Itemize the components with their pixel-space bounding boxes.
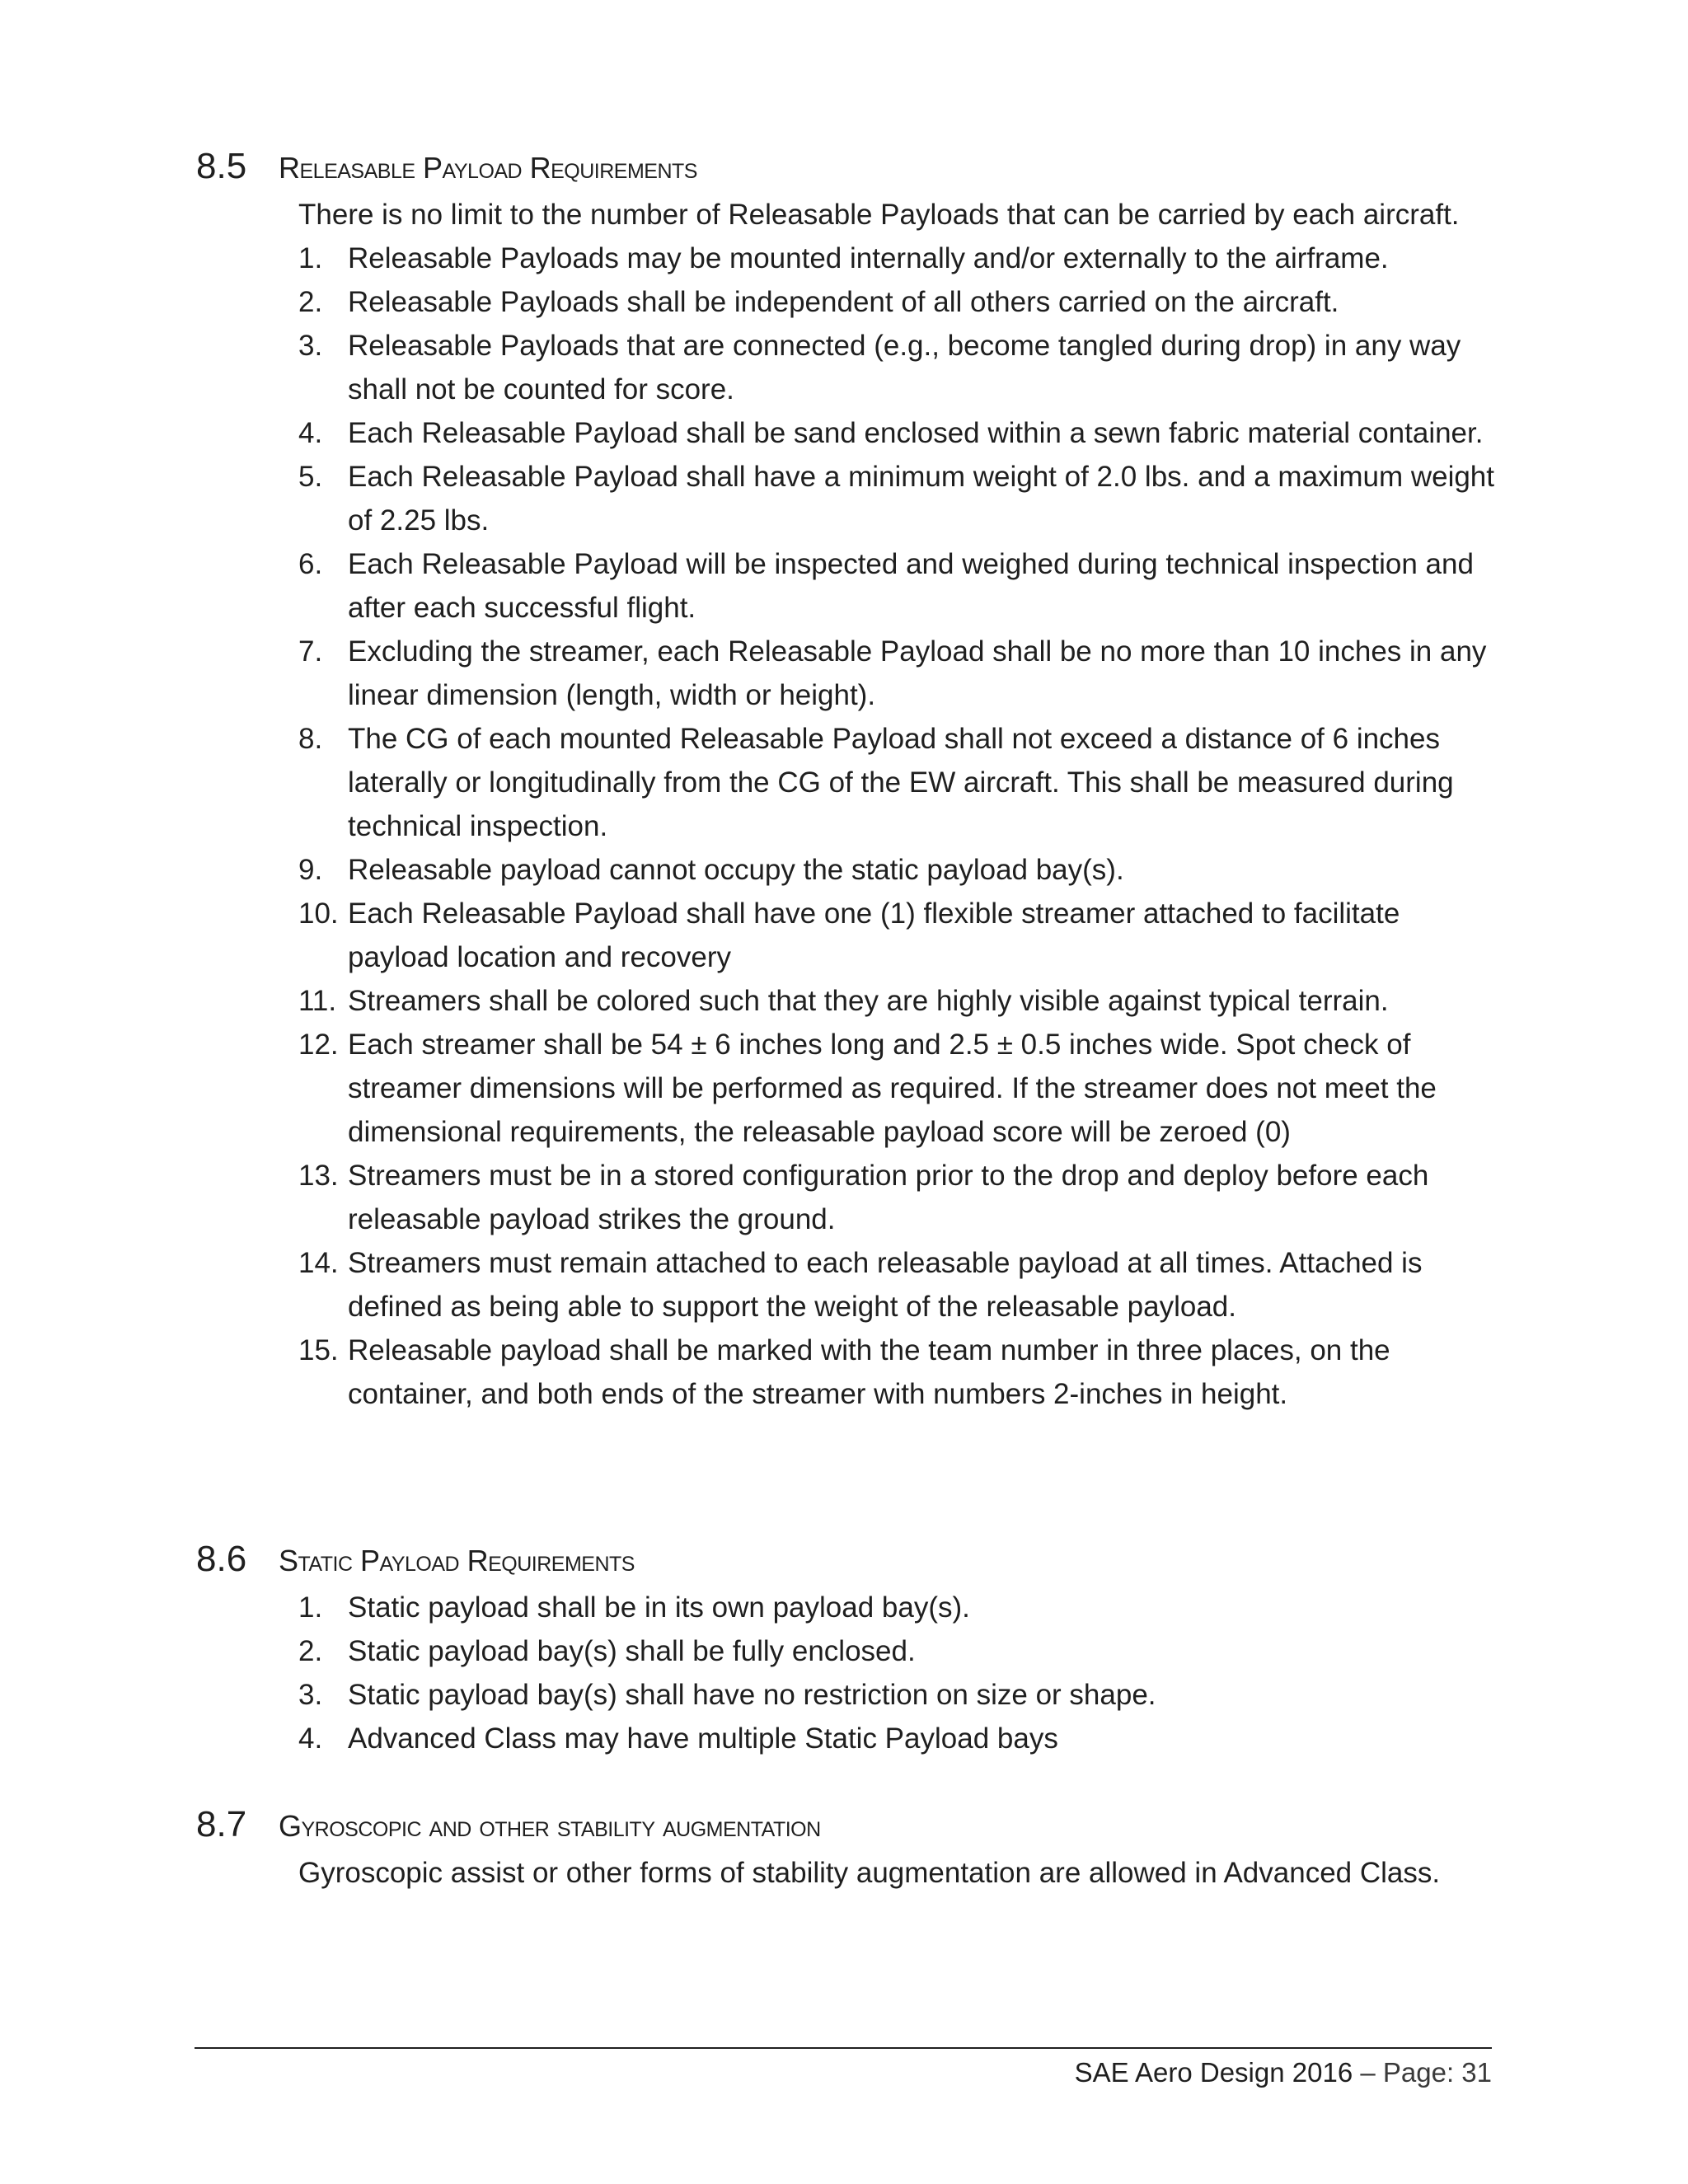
section-8-6	[0, 1535, 1688, 1760]
list-item	[298, 848, 1502, 892]
item-text: Streamers must remain attached to each releasable payload at all times. Attached is defined as being able to support the weight of the releasable payload.	[348, 1247, 1423, 1323]
item-number: 3.	[298, 1679, 323, 1711]
section-heading	[0, 142, 1688, 193]
footer-separator: –	[1360, 2057, 1376, 2088]
section-8-5	[0, 142, 1688, 1416]
item-number: 3.	[298, 330, 323, 362]
requirements-list	[298, 1586, 1502, 1760]
section-title: Static Payload Requirements	[279, 1544, 635, 1577]
item-number: 8.	[298, 723, 323, 755]
item-number: 11.	[298, 985, 337, 1017]
list-item	[298, 717, 1502, 848]
item-number: 4.	[298, 1722, 323, 1755]
section-intro: There is no limit to the number of Releasable Payloads that can be carried by each aircraft.	[298, 199, 1460, 231]
section-8-7	[0, 1800, 1688, 1895]
item-text: Each Releasable Payload shall have a minimum weight of 2.0 lbs. and a maximum weight of 2.25 lbs.	[348, 461, 1494, 537]
section-heading	[0, 1535, 1688, 1586]
list-item	[298, 1629, 1502, 1673]
item-text: Releasable Payloads may be mounted internally and/or externally to the airframe.	[348, 242, 1389, 274]
item-text: Each Releasable Payload will be inspected and weighed during technical inspection and after each successful flight.	[348, 548, 1474, 624]
item-number: 13.	[298, 1160, 339, 1192]
list-item	[298, 411, 1502, 455]
item-number: 6.	[298, 548, 323, 580]
list-item	[298, 1023, 1502, 1154]
item-text: Each Releasable Payload shall be sand enclosed within a sewn fabric material container.	[348, 417, 1484, 449]
item-text: Streamers must be in a stored configuration prior to the drop and deploy before each releasable payload strikes the ground.	[348, 1160, 1429, 1235]
page-number: Page: 31	[1382, 2057, 1492, 2088]
section-intro: Gyroscopic assist or other forms of stability augmentation are allowed in Advanced Class.	[298, 1857, 1441, 1889]
footer-divider	[195, 2047, 1492, 2049]
section-heading	[0, 1800, 1688, 1851]
list-item	[298, 455, 1502, 542]
footer-document-title: SAE Aero Design 2016	[1074, 2057, 1353, 2088]
section-number: 8.7	[196, 1804, 247, 1844]
item-number: 2.	[298, 1635, 323, 1667]
item-text: Excluding the streamer, each Releasable Payload shall be no more than 10 inches in any linear dimension (length, width or height).	[348, 635, 1487, 711]
item-number: 14.	[298, 1247, 339, 1279]
list-item	[298, 1717, 1502, 1760]
item-number: 4.	[298, 417, 323, 449]
item-text: Streamers shall be colored such that they are highly visible against typical terrain.	[348, 985, 1389, 1017]
item-number: 1.	[298, 242, 323, 274]
item-text: Static payload shall be in its own payload bay(s).	[348, 1591, 970, 1624]
item-number: 9.	[298, 854, 323, 886]
item-text: Each Releasable Payload shall have one (1) flexible streamer attached to facilitate payload location and recovery	[348, 898, 1400, 973]
item-text: Releasable Payloads that are connected (e.g., become tangled during drop) in any way shall not be counted for score.	[348, 330, 1461, 405]
item-text: Releasable payload shall be marked with the team number in three places, on the container, and both ends of the streamer with numbers 2-inches in height.	[348, 1334, 1390, 1410]
item-text: The CG of each mounted Releasable Payload shall not exceed a distance of 6 inches laterally or longitudinally from the CG of the EW aircraft. This shall be measured during technical inspection.	[348, 723, 1454, 842]
list-item	[298, 1241, 1502, 1329]
item-text: Static payload bay(s) shall be fully enclosed.	[348, 1635, 916, 1667]
section-number: 8.6	[196, 1539, 247, 1579]
list-item	[298, 979, 1502, 1023]
list-item	[298, 892, 1502, 979]
list-item	[298, 324, 1502, 411]
item-text: Releasable payload cannot occupy the static payload bay(s).	[348, 854, 1124, 886]
item-number: 12.	[298, 1029, 339, 1061]
item-text: Static payload bay(s) shall have no restriction on size or shape.	[348, 1679, 1156, 1711]
item-text: Releasable Payloads shall be independent of all others carried on the aircraft.	[348, 286, 1339, 318]
item-number: 15.	[298, 1334, 339, 1366]
list-item	[298, 1329, 1502, 1416]
item-text: Each streamer shall be 54 ± 6 inches long and 2.5 ± 0.5 inches wide. Spot check of streamer dimensions will be performed as required. If the streamer does not meet the dimensional requirements, the releasable payload score will be zeroed (0)	[348, 1029, 1437, 1148]
page-footer	[1075, 2052, 1492, 2093]
item-number: 2.	[298, 286, 323, 318]
list-item	[298, 1673, 1502, 1717]
list-item	[298, 630, 1502, 717]
list-item	[298, 1586, 1502, 1629]
section-title: Releasable Payload Requirements	[279, 151, 697, 185]
list-item	[298, 1154, 1502, 1241]
list-item	[298, 542, 1502, 630]
item-number: 5.	[298, 461, 323, 493]
item-text: Advanced Class may have multiple Static Payload bays	[348, 1722, 1058, 1755]
list-item	[298, 237, 1502, 280]
item-number: 1.	[298, 1591, 323, 1624]
requirements-list	[298, 237, 1502, 1416]
item-number: 7.	[298, 635, 323, 668]
item-number: 10.	[298, 898, 339, 930]
list-item	[298, 280, 1502, 324]
section-number: 8.5	[196, 146, 247, 186]
section-title: Gyroscopic and other stability augmentation	[279, 1809, 821, 1843]
